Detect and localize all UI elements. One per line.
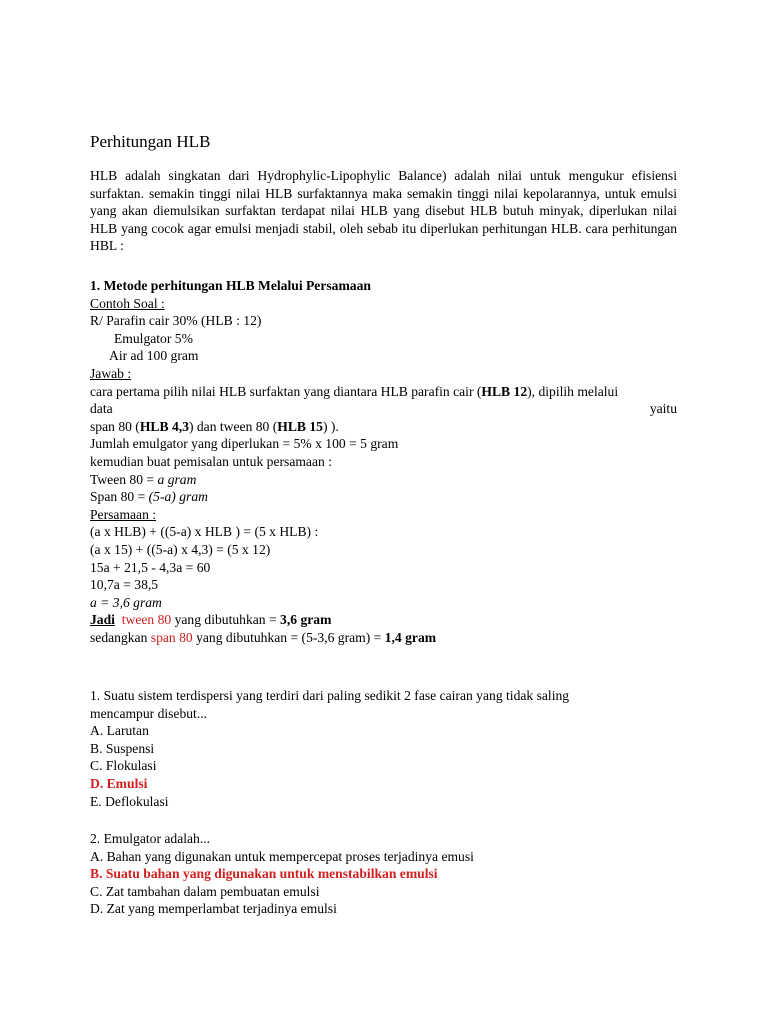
option-c: C. Flokulasi (90, 758, 157, 774)
option-d: D. Zat yang memperlambat terjadinya emulsi (90, 901, 337, 917)
answer-line: data yaitu (90, 401, 677, 417)
question-2 (90, 830, 677, 918)
option-e: E. Deflokulasi (90, 793, 169, 809)
page-title: Perhitungan HLB (90, 132, 211, 151)
method-heading: 1. Metode perhitungan HLB Melalui Persamaan (90, 278, 371, 293)
jadi-line: Jadi tween 80 yang dibutuhkan = 3,6 gram (90, 612, 332, 628)
tween-line: Tween 80 = a gram (90, 471, 197, 487)
jawab-label: Jawab : (90, 365, 132, 381)
option-a: A. Larutan (90, 723, 149, 739)
option-c: C. Zat tambahan dalam pembuatan emulsi (90, 883, 320, 899)
contoh-soal-label: Contoh Soal : (90, 295, 165, 311)
option-a: A. Bahan yang digunakan untuk mempercepat proses terjadinya emusi (90, 848, 474, 864)
option-d-correct: D. Emulsi (90, 775, 148, 791)
sedangkan-line: sedangkan span 80 yang dibutuhkan = (5-3,6 gram) = 1,4 gram (90, 629, 437, 645)
intro-paragraph: HLB adalah singkatan dari Hydrophylic-Lipophylic Balance) adalah nilai untuk mengukur efisiensi surfaktan. semakin tinggi nilai HLB surfaktannya maka semakin tinggi nilai kepolarannya, untuk emulsi yang akan diemulsikan surfaktan terdapat nilai HLB yang disebut HLB butuh minyak, diperlukan nilai HLB yang cocok agar emulsi menjadi stabil, oleh sebab itu diperlukan perhitungan HLB. cara perhitungan HBL : (90, 168, 677, 254)
equation-line: 15a + 21,5 - 4,3a = 60 (90, 559, 211, 575)
question-1 (90, 687, 677, 810)
emulgator-amount-line: Jumlah emulgator yang diperlukan = 5% x 100 = 5 gram (90, 436, 399, 452)
option-b: B. Suspensi (90, 740, 155, 756)
equation-result: a = 3,6 gram (90, 594, 162, 610)
question-text: mencampur disebut... (90, 705, 208, 721)
recipe-line: Air ad 100 gram (109, 348, 199, 364)
recipe-line: Emulgator 5% (114, 330, 193, 346)
question-text: 2. Emulgator adalah... (90, 831, 211, 846)
span-line: Span 80 = (5-a) gram (90, 489, 208, 505)
answer-line: cara pertama pilih nilai HLB surfaktan yang diantara HLB parafin cair (HLB 12), dipilih melalui (90, 383, 619, 399)
answer-line: span 80 (HLB 4,3) dan tween 80 (HLB 15) ). (90, 418, 339, 434)
option-b-correct: B. Suatu bahan yang digunakan untuk menstabilkan emulsi (90, 866, 438, 882)
persamaan-label: Persamaan : (90, 506, 157, 522)
pemisalan-line: kemudian buat pemisalan untuk persamaan : (90, 453, 332, 469)
equation-line: (a x HLB) + ((5-a) x HLB ) = (5 x HLB) : (90, 524, 319, 540)
question-text: 1. Suatu sistem terdispersi yang terdiri dari paling sedikit 2 fase cairan yang tidak saling (90, 688, 570, 703)
method-section (90, 277, 677, 646)
equation-line: 10,7a = 38,5 (90, 577, 159, 593)
recipe-line: R/ Parafin cair 30% (HLB : 12) (90, 313, 262, 329)
equation-line: (a x 15) + ((5-a) x 4,3) = (5 x 12) (90, 541, 271, 557)
